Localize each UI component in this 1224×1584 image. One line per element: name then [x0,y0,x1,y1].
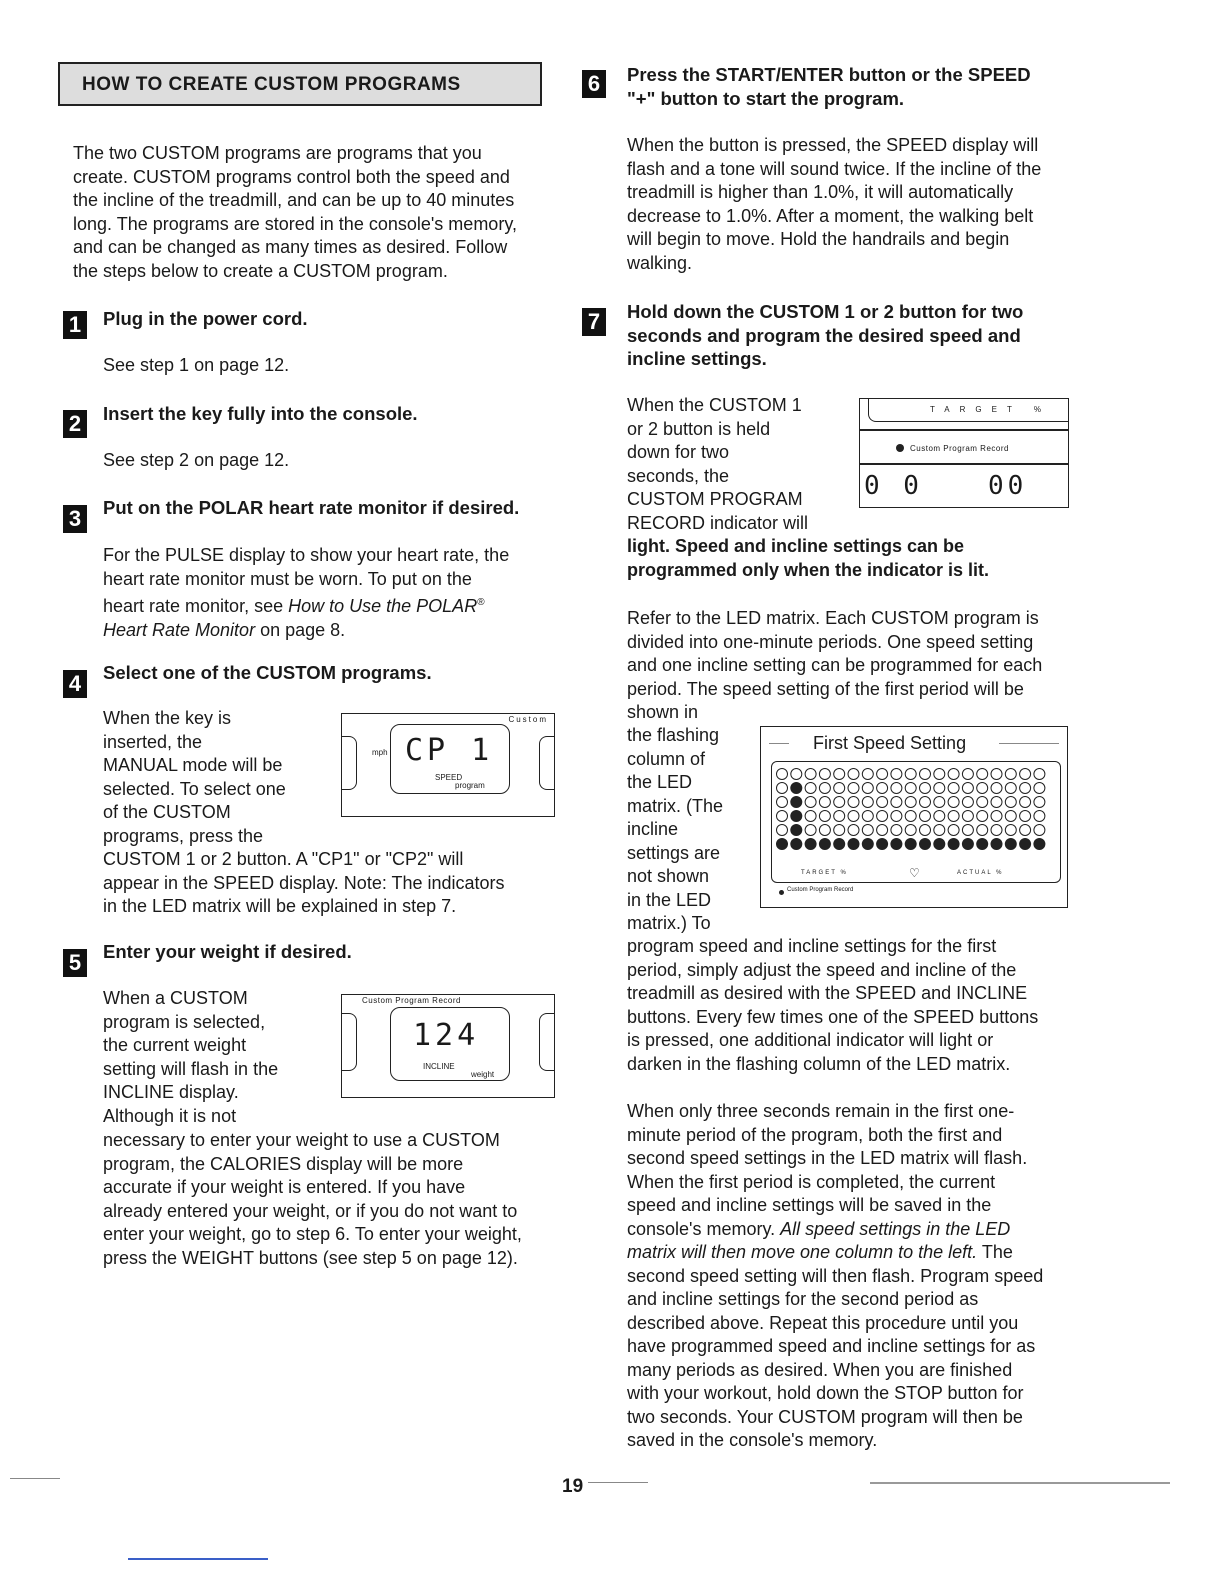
led-indicator [920,811,931,822]
step-number-2: 2 [63,410,87,438]
step-number-7: 7 [582,308,606,336]
led-indicator [777,825,788,836]
led-indicator [791,811,802,822]
footer-rule [10,1478,60,1479]
step-5-body-full: necessary to enter your weight to use a CUSTOM program, the CALORIES display will be more accurate if your weight is entered. If you have already entered your weight, or if you do not want to enter your weight, go to step 6. To enter your weight, press the WEIGHT buttons (see step 5 on page 12). [103,1130,522,1268]
display-bracket-left [342,1013,357,1071]
led-indicator [1020,797,1031,808]
led-indicator [948,797,959,808]
led-indicator [891,825,902,836]
matrix-caption: First Speed Setting [813,733,967,753]
led-indicator [1020,825,1031,836]
step-7-final-paragraph: When only three seconds remain in the first one- minute period of the program, both the first and second speed settings in the LED matrix will flash. When the first period is completed, the current speed and incline settings will be saved in the console's memory. All speed settings in the LED matrix will then move one column to the left. The second speed setting will then flash. Program speed and incline settings for the second period as described above. Repeat this procedure until you have programmed speed and incline settings for as many periods as desired. When you are finished with your workout, hold down the STOP button for two seconds. Your CUSTOM program will then be saved in the console's memory. [627,1101,1044,1450]
led-indicator [905,769,916,780]
led-indicator [1005,769,1016,780]
led-indicator [1020,839,1031,850]
led-indicator [1005,783,1016,794]
led-indicator [791,825,802,836]
display-bracket-left [342,736,357,790]
step-4-body-wrap: When the key is inserted, the MANUAL mode will be selected. To select one of the CUSTOM programs, press the [103,708,286,846]
led-indicator [1020,811,1031,822]
led-indicator [962,797,973,808]
led-indicator [1034,769,1045,780]
page-number: 19 [562,1476,584,1497]
led-indicator [991,783,1002,794]
led-indicator [862,797,873,808]
led-indicator [862,825,873,836]
incline-readout: 124 [413,1018,480,1053]
step-6-body: When the button is pressed, the SPEED display will flash and a tone will sound twice. If the incline of the treadmill is higher than 1.0%, it will automatically decrease to 1.0%. After a moment, the walking belt will begin to move. Hold the handrails and begin walking. [627,135,1042,273]
led-indicator [819,797,830,808]
display-bracket-right [539,736,554,790]
led-indicator [848,825,859,836]
led-indicator [777,797,788,808]
led-indicator [905,825,916,836]
speed-display-illustration: Custom mph CP 1 SPEED program [341,713,555,817]
led-indicator [962,769,973,780]
incline-window: 124 INCLINE weight [390,1007,510,1081]
led-indicator [777,811,788,822]
led-indicator [948,769,959,780]
led-indicator [819,769,830,780]
step-7-body-wrap: When the CUSTOM 1 or 2 button is held down for two seconds, the CUSTOM PROGRAM RECORD indicator will [627,395,809,533]
led-indicator [977,769,988,780]
led-indicator [819,839,830,850]
led-indicator [905,811,916,822]
led-indicator [834,839,845,850]
led-indicator [920,839,931,850]
led-indicator [948,783,959,794]
footer-link-rule [128,1558,268,1560]
led-indicator [891,783,902,794]
led-indicator [905,783,916,794]
step-7-led-wrap: the flashing column of the LED matrix. (The incline settings are not shown in the LED matrix.) To [627,725,724,933]
step-7-bold-note: light. Speed and incline settings can be programmed only when the indicator is lit. [627,536,990,580]
led-indicator [805,769,816,780]
led-indicator [805,811,816,822]
led-indicator [977,783,988,794]
led-indicator [962,811,973,822]
led-indicator [948,811,959,822]
led-indicator [877,769,888,780]
led-indicator [891,811,902,822]
led-indicator [991,839,1002,850]
footer-rule [870,1482,1170,1484]
led-indicator [862,783,873,794]
step-4-heading: Select one of the CUSTOM programs. [103,662,432,683]
step-number-3: 3 [63,505,87,533]
led-indicator [805,825,816,836]
led-grid [772,762,1056,880]
led-indicator [1034,811,1045,822]
led-indicator [834,797,845,808]
step-number-6: 6 [582,70,606,98]
led-indicator [834,825,845,836]
led-indicator [991,811,1002,822]
led-indicator [934,839,945,850]
led-indicator [934,825,945,836]
led-indicator [934,797,945,808]
speed-readout: CP 1 [405,733,494,768]
step-number-5: 5 [63,949,87,977]
step-1-heading: Plug in the power cord. [103,308,308,329]
led-grid-frame [771,761,1061,883]
step-5-body-wrap: When a CUSTOM program is selected, the current weight setting will flash in the INCLINE display. Although it is not [103,988,279,1126]
led-indicator [991,769,1002,780]
led-indicator [977,811,988,822]
led-indicator [920,769,931,780]
led-indicator [962,783,973,794]
footer-rule [588,1482,648,1483]
led-indicator [1005,797,1016,808]
step-5-heading: Enter your weight if desired. [103,941,352,962]
led-indicator [905,839,916,850]
led-indicator [877,783,888,794]
led-indicator [848,811,859,822]
led-indicator [791,797,802,808]
record-indicator-dot [779,890,784,895]
led-indicator [805,783,816,794]
led-indicator [920,797,931,808]
led-indicator [977,797,988,808]
record-indicator-dot [896,444,904,452]
banner-title: HOW TO CREATE CUSTOM PROGRAMS [82,74,461,95]
led-indicator [862,769,873,780]
step-3-heading: Put on the POLAR heart rate monitor if desired. [103,497,520,518]
led-indicator [848,797,859,808]
display-bracket-right [539,1013,554,1071]
led-indicator [819,825,830,836]
led-indicator [791,783,802,794]
led-indicator [848,769,859,780]
led-indicator [1034,839,1045,850]
led-indicator [1034,797,1045,808]
led-indicator [1005,811,1016,822]
led-matrix-illustration: First Speed Setting TARGET % ♡ ACTUAL % Custom Program Record [760,726,1068,908]
led-indicator [1034,783,1045,794]
led-indicator [791,769,802,780]
led-indicator [805,797,816,808]
led-indicator [920,825,931,836]
led-indicator [848,839,859,850]
step-7-heading: Hold down the CUSTOM 1 or 2 button for two seconds and program the desired speed and incline settings. [627,301,1024,369]
led-indicator [777,769,788,780]
led-indicator [1020,783,1031,794]
led-indicator [862,839,873,850]
section-banner [58,62,542,106]
step-4-body-full: CUSTOM 1 or 2 button. A "CP1" or "CP2" will appear in the SPEED display. Note: The indicators in the LED matrix will be explained in step 7. [103,849,505,916]
step-6-heading: Press the START/ENTER button or the SPEED "+" button to start the program. [627,64,1031,109]
step-number-1: 1 [63,311,87,339]
led-indicator [848,783,859,794]
led-indicator [991,797,1002,808]
led-indicator [934,769,945,780]
led-indicator [991,825,1002,836]
speed-window: CP 1 SPEED program [390,724,510,794]
target-display-illustration: TARGET % Custom Program Record 0 0 00 [859,398,1069,508]
led-indicator [948,825,959,836]
step-1-body: See step 1 on page 12. [103,355,290,375]
led-indicator [777,783,788,794]
led-indicator [962,825,973,836]
led-indicator [977,825,988,836]
led-indicator [977,839,988,850]
led-indicator [819,783,830,794]
led-indicator [834,811,845,822]
led-indicator [1020,769,1031,780]
step-7-led-paragraph-cont: program speed and incline settings for the first period, simply adjust the speed and incline of the treadmill as desired with the SPEED and INCLINE buttons. Every few times one of the SPEED buttons is pressed, one additional indicator will light or darken in the flashing column of the LED matrix. [627,936,1039,1074]
led-indicator [862,811,873,822]
led-indicator [962,839,973,850]
led-indicator [1005,839,1016,850]
led-indicator [834,769,845,780]
led-indicator [934,811,945,822]
step-3-body: For the PULSE display to show your heart rate, the heart rate monitor must be worn. To put on the heart rate monitor, see How to Use the POLAR® Heart Rate Monitor on page 8. [103,545,510,640]
led-indicator [891,769,902,780]
led-indicator [805,839,816,850]
step-7-led-paragraph: Refer to the LED matrix. Each CUSTOM program is divided into one-minute periods. One speed setting and one incline setting can be programmed for each period. The speed setting of the first period will be shown in [627,608,1043,722]
step-2-heading: Insert the key fully into the console. [103,403,418,424]
led-indicator [791,839,802,850]
led-indicator [877,839,888,850]
led-indicator [934,783,945,794]
incline-display-illustration: Custom Program Record 124 INCLINE weight [341,994,555,1098]
led-indicator [891,839,902,850]
led-indicator [905,797,916,808]
intro-paragraph: The two CUSTOM programs are programs that you create. CUSTOM programs control both the speed and the incline of the treadmill, and can be up to 40 minutes long. The programs are stored in the console's memory, and can be changed as many times as desired. Follow the steps below to create a CUSTOM program. [73,143,517,281]
led-indicator [834,783,845,794]
led-indicator [948,839,959,850]
led-indicator [877,797,888,808]
heart-icon: ♡ [909,866,920,880]
led-indicator [777,839,788,850]
led-indicator [877,825,888,836]
led-indicator [1005,825,1016,836]
led-indicator [920,783,931,794]
led-indicator [1034,825,1045,836]
step-2-body: See step 2 on page 12. [103,450,290,470]
step-number-4: 4 [63,670,87,698]
led-indicator [877,811,888,822]
led-indicator [819,811,830,822]
led-indicator [891,797,902,808]
